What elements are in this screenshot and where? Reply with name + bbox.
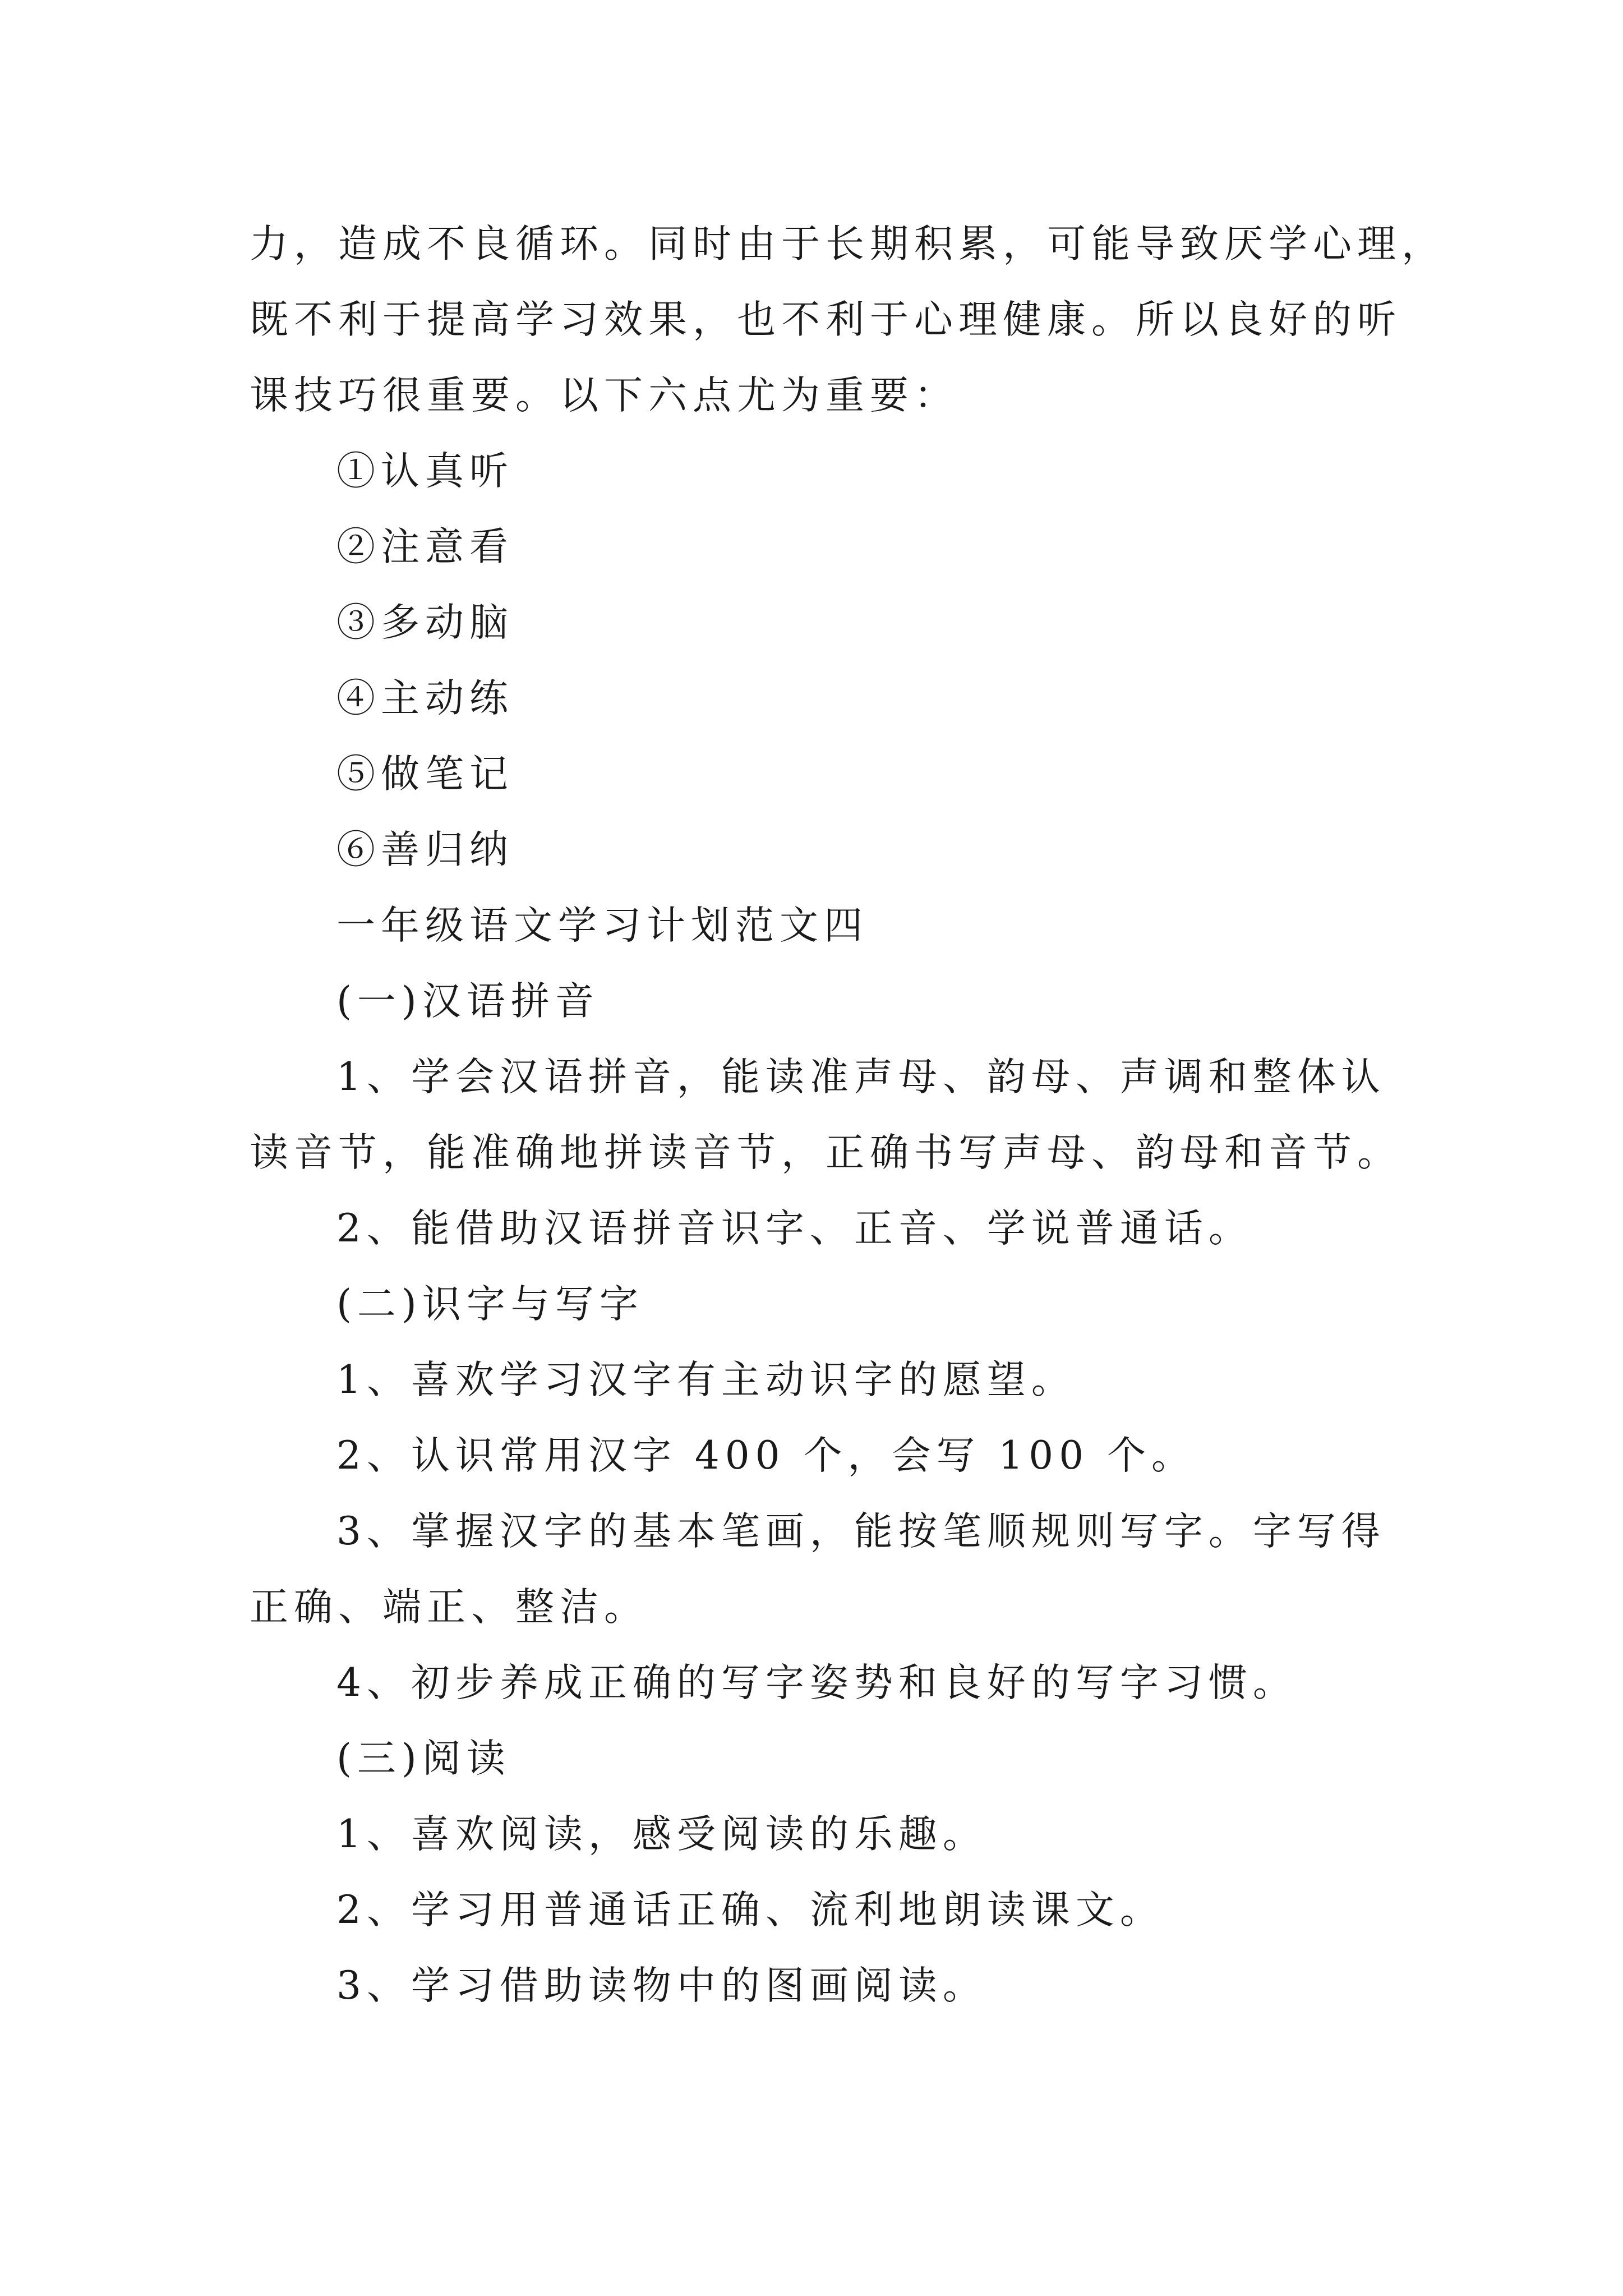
list-item: ⑥善归纳 <box>336 827 514 872</box>
paragraph-line: 读音节，能准确地拼读音节，正确书写声母、韵母和音节。 <box>250 1130 1401 1175</box>
paragraph-line: 1、学会汉语拼音，能读准声母、韵母、声调和整体认 <box>336 1055 1386 1099</box>
section-heading: (二)识字与写字 <box>336 1282 644 1327</box>
paragraph-line: 2、认识常用汉字 400 个，会写 100 个。 <box>336 1433 1196 1478</box>
paragraph-line: 1、喜欢阅读，感受阅读的乐趣。 <box>336 1812 987 1857</box>
paragraph-line: 2、学习用普通话正确、流利地朗读课文。 <box>336 1888 1164 1932</box>
section-heading: (三)阅读 <box>336 1736 511 1781</box>
list-item: ②注意看 <box>336 524 514 569</box>
paragraph-line: 2、能借助汉语拼音识字、正音、学说普通话。 <box>336 1206 1253 1251</box>
paragraph-line: 力，造成不良循环。同时由于长期积累，可能导致厌学心理， <box>250 222 1446 266</box>
paragraph-line: 正确、端正、整洁。 <box>250 1585 648 1630</box>
paragraph-line: 4、初步养成正确的写字姿势和良好的写字习惯。 <box>336 1660 1297 1705</box>
list-item: ③多动脑 <box>336 600 514 645</box>
paragraph-line: 3、学习借助读物中的图画阅读。 <box>336 1963 987 2008</box>
section-title: 一年级语文学习计划范文四 <box>336 903 868 948</box>
list-item: ⑤做笔记 <box>336 752 514 797</box>
list-item: ④主动练 <box>336 676 514 721</box>
paragraph-line: 3、掌握汉字的基本笔画，能按笔顺规则写字。字写得 <box>336 1509 1386 1554</box>
paragraph-line: 既不利于提高学习效果，也不利于心理健康。所以良好的听 <box>250 297 1401 342</box>
paragraph-line: 1、喜欢学习汉字有主动识字的愿望。 <box>336 1358 1076 1402</box>
paragraph-line: 课技巧很重要。以下六点尤为重要： <box>250 373 958 418</box>
section-heading: (一)汉语拼音 <box>336 979 600 1024</box>
list-item: ①认真听 <box>336 449 514 494</box>
